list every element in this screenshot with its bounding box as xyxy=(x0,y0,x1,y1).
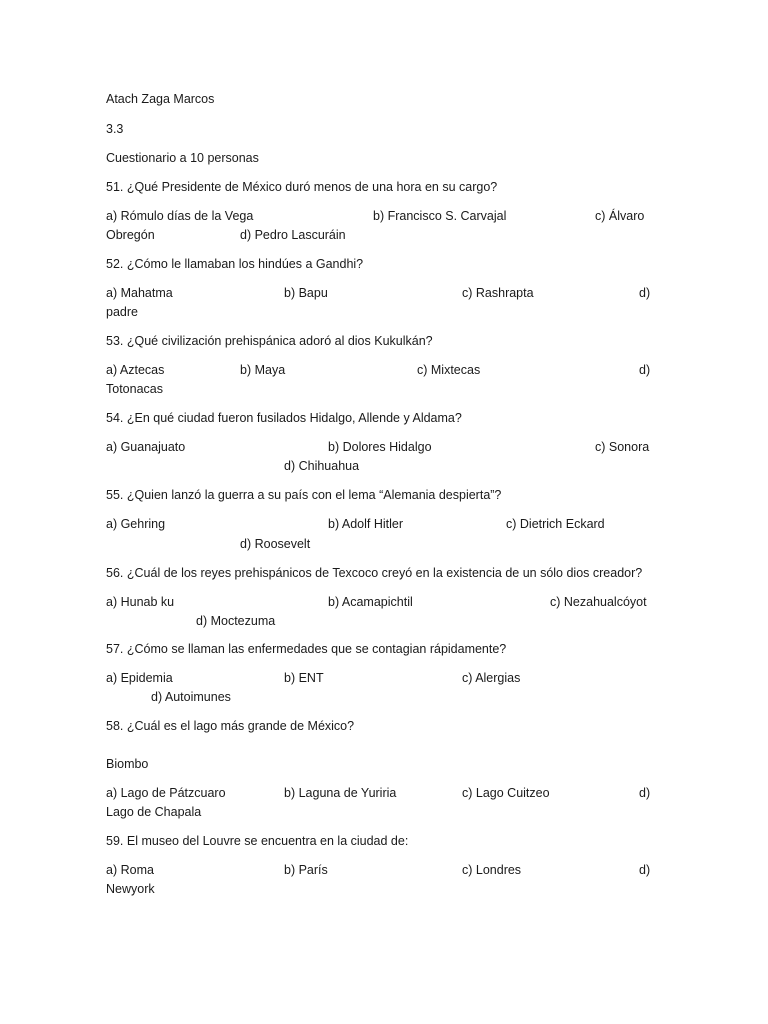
option-b: b) Acamapichtil xyxy=(328,595,413,609)
question-52 xyxy=(106,257,363,272)
option-d-continued: Lago de Chapala xyxy=(106,805,202,819)
question-number: 59. xyxy=(106,834,124,848)
option-d: d) xyxy=(639,863,651,877)
option-a: a) Aztecas xyxy=(106,363,165,377)
note-text: Biombo xyxy=(106,757,149,771)
option-b: b) ENT xyxy=(284,671,324,685)
option-c: c) Mixtecas xyxy=(417,363,481,377)
question-text: El museo del Louvre se encuentra en la ciudad de: xyxy=(126,834,409,848)
question-53 xyxy=(106,334,433,349)
option-a: a) Lago de Pátzcuaro xyxy=(106,786,226,800)
question-57 xyxy=(106,642,506,657)
option-d: d) Roosevelt xyxy=(240,537,311,551)
option-c: c) Alergias xyxy=(462,671,521,685)
question-text: ¿Cómo le llamaban los hindúes a Gandhi? xyxy=(126,257,364,271)
option-b: b) Laguna de Yuriria xyxy=(284,786,397,800)
question-58 xyxy=(106,719,354,734)
option-c: c) Sonora xyxy=(595,440,650,454)
question-text: ¿Cuál es el lago más grande de México? xyxy=(126,719,355,733)
option-d-continued: Totonacas xyxy=(106,382,163,396)
option-c: c) Dietrich Eckard xyxy=(506,517,605,531)
option-c: c) Londres xyxy=(462,863,522,877)
question-number: 58. xyxy=(106,719,124,733)
section-number: 3.3 xyxy=(106,122,124,136)
option-a: a) Hunab ku xyxy=(106,595,175,609)
option-b: b) Francisco S. Carvajal xyxy=(373,209,507,223)
option-d: d) xyxy=(639,786,651,800)
question-55 xyxy=(106,488,501,503)
question-text: ¿Qué civilización prehispánica adoró al dios Kukulkán? xyxy=(126,334,433,348)
option-a: a) Rómulo días de la Vega xyxy=(106,209,254,223)
option-c-continued: Obregón xyxy=(106,228,155,242)
option-d: d) Moctezuma xyxy=(196,614,276,628)
option-d: d) Pedro Lascuráin xyxy=(240,228,346,242)
option-b: b) Bapu xyxy=(284,286,328,300)
option-d: d) xyxy=(639,286,651,300)
question-number: 53. xyxy=(106,334,124,348)
question-number: 54. xyxy=(106,411,124,425)
author-name: Atach Zaga Marcos xyxy=(106,92,215,106)
question-number: 52. xyxy=(106,257,124,271)
option-b: b) París xyxy=(284,863,328,877)
question-number: 51. xyxy=(106,180,124,194)
option-d: d) Autoimunes xyxy=(151,690,231,704)
question-51 xyxy=(106,180,497,195)
option-c: c) Nezahualcóyot xyxy=(550,595,647,609)
option-d-continued: Newyork xyxy=(106,882,155,896)
option-a: a) Guanajuato xyxy=(106,440,186,454)
option-c: c) Rashrapta xyxy=(462,286,534,300)
question-text: ¿En qué ciudad fueron fusilados Hidalgo, Allende y Aldama? xyxy=(126,411,462,425)
option-c: c) Lago Cuitzeo xyxy=(462,786,550,800)
question-number: 57. xyxy=(106,642,124,656)
option-b: b) Maya xyxy=(240,363,286,377)
option-b: b) Dolores Hidalgo xyxy=(328,440,432,454)
option-d: d) Chihuahua xyxy=(284,459,360,473)
document-subtitle: Cuestionario a 10 personas xyxy=(106,151,259,165)
option-c: c) Álvaro xyxy=(595,209,645,223)
option-a: a) Mahatma xyxy=(106,286,173,300)
option-a: a) Epidemia xyxy=(106,671,173,685)
question-text: ¿Qué Presidente de México duró menos de una hora en su cargo? xyxy=(126,180,498,194)
option-a: a) Roma xyxy=(106,863,154,877)
option-a: a) Gehring xyxy=(106,517,166,531)
question-text: ¿Cómo se llaman las enfermedades que se contagian rápidamente? xyxy=(126,642,507,656)
option-b: b) Adolf Hitler xyxy=(328,517,404,531)
option-d-continued: padre xyxy=(106,305,138,319)
question-54 xyxy=(106,411,462,426)
question-number: 56. xyxy=(106,566,124,580)
question-text: ¿Cuál de los reyes prehispánicos de Texcoco creyó en la existencia de un sólo dios creador? xyxy=(126,566,643,580)
question-56 xyxy=(106,566,642,581)
question-59 xyxy=(106,834,408,849)
question-text: ¿Quien lanzó la guerra a su país con el lema “Alemania despierta”? xyxy=(126,488,502,502)
question-number: 55. xyxy=(106,488,124,502)
option-d: d) xyxy=(639,363,651,377)
